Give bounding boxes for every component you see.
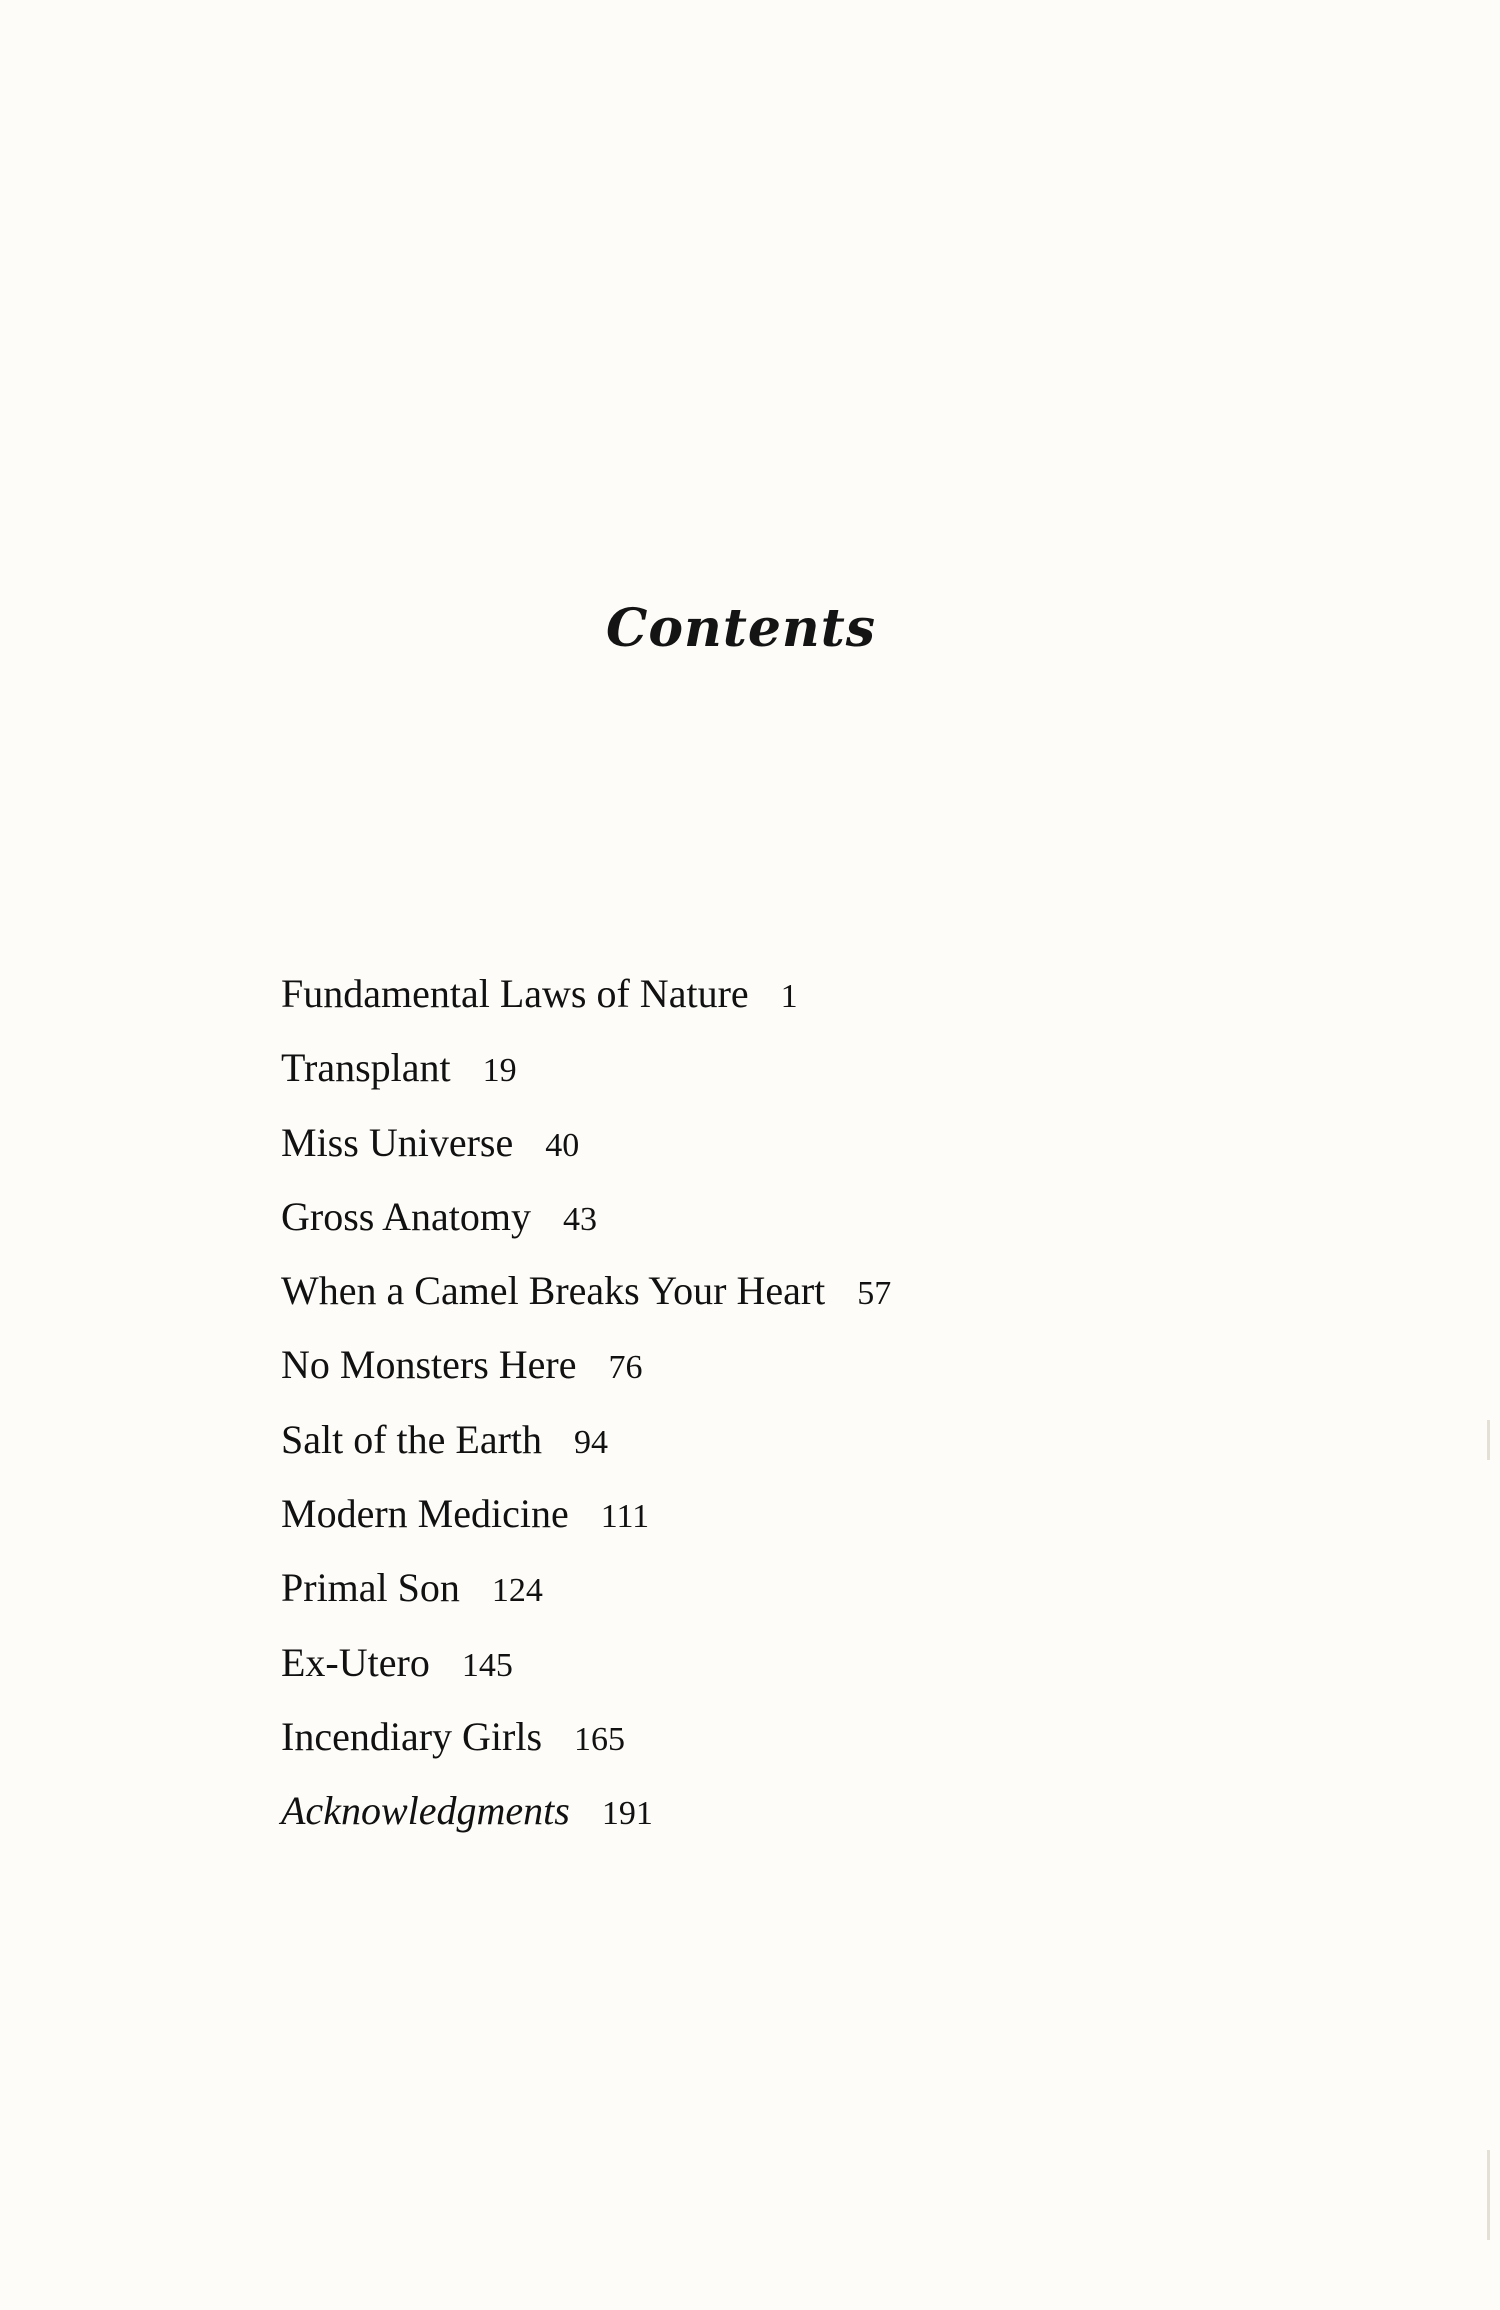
toc-entry-page-number: 19: [482, 1052, 517, 1090]
toc-entry-title: Fundamental Laws of Nature: [281, 971, 749, 1016]
toc-entry-page-number: 124: [491, 1572, 543, 1610]
toc-entry: [281, 1779, 1181, 1853]
toc-entry-page-number: 145: [461, 1646, 513, 1684]
page-edge-mark: [1487, 2150, 1490, 2240]
toc-entry: [281, 1111, 1181, 1185]
toc-entry-page-number: 1: [780, 978, 798, 1015]
toc-entry: [281, 1705, 1181, 1779]
toc-entry-page-number: 57: [857, 1275, 892, 1313]
toc-entry-title: Primal Son: [281, 1565, 460, 1611]
toc-entry-page-number: 76: [608, 1349, 643, 1387]
toc-entry-title: Ex-Utero: [281, 1639, 430, 1685]
toc-entry: [281, 1408, 1181, 1482]
toc-entry-title: When a Camel Breaks Your Heart: [281, 1268, 826, 1314]
page-edge-mark: [1487, 1420, 1490, 1460]
toc-entry-page-number: 43: [563, 1200, 597, 1238]
toc-entry: [281, 1333, 1181, 1407]
toc-entry: [281, 1556, 1181, 1630]
toc-entry-title: Incendiary Girls: [281, 1713, 543, 1759]
toc-entry-page-number: 191: [601, 1795, 653, 1833]
toc-entry-title: Modern Medicine: [281, 1491, 569, 1537]
toc-entry: [281, 1036, 1181, 1110]
toc-entry: [281, 962, 1181, 1036]
toc-entry-title: Gross Anatomy: [281, 1193, 531, 1239]
toc-entry: [281, 1482, 1181, 1556]
toc-entry-page-number: 111: [600, 1498, 650, 1536]
toc-entry: [281, 1259, 1181, 1333]
toc-entry-title: No Monsters Here: [281, 1342, 577, 1388]
table-of-contents: [281, 962, 1181, 1854]
page-title: Contents: [605, 598, 877, 659]
toc-entry-title: Salt of the Earth: [281, 1416, 543, 1462]
toc-entry-title: Transplant: [281, 1045, 451, 1091]
toc-entry-page-number: 165: [574, 1720, 626, 1758]
toc-entry-title: Miss Universe: [281, 1119, 514, 1165]
toc-entry: [281, 1185, 1181, 1259]
toc-entry-title: Acknowledgments: [281, 1788, 570, 1834]
toc-entry-page-number: 40: [545, 1126, 580, 1164]
toc-entry: [281, 1631, 1181, 1705]
toc-entry-page-number: 94: [574, 1423, 609, 1461]
